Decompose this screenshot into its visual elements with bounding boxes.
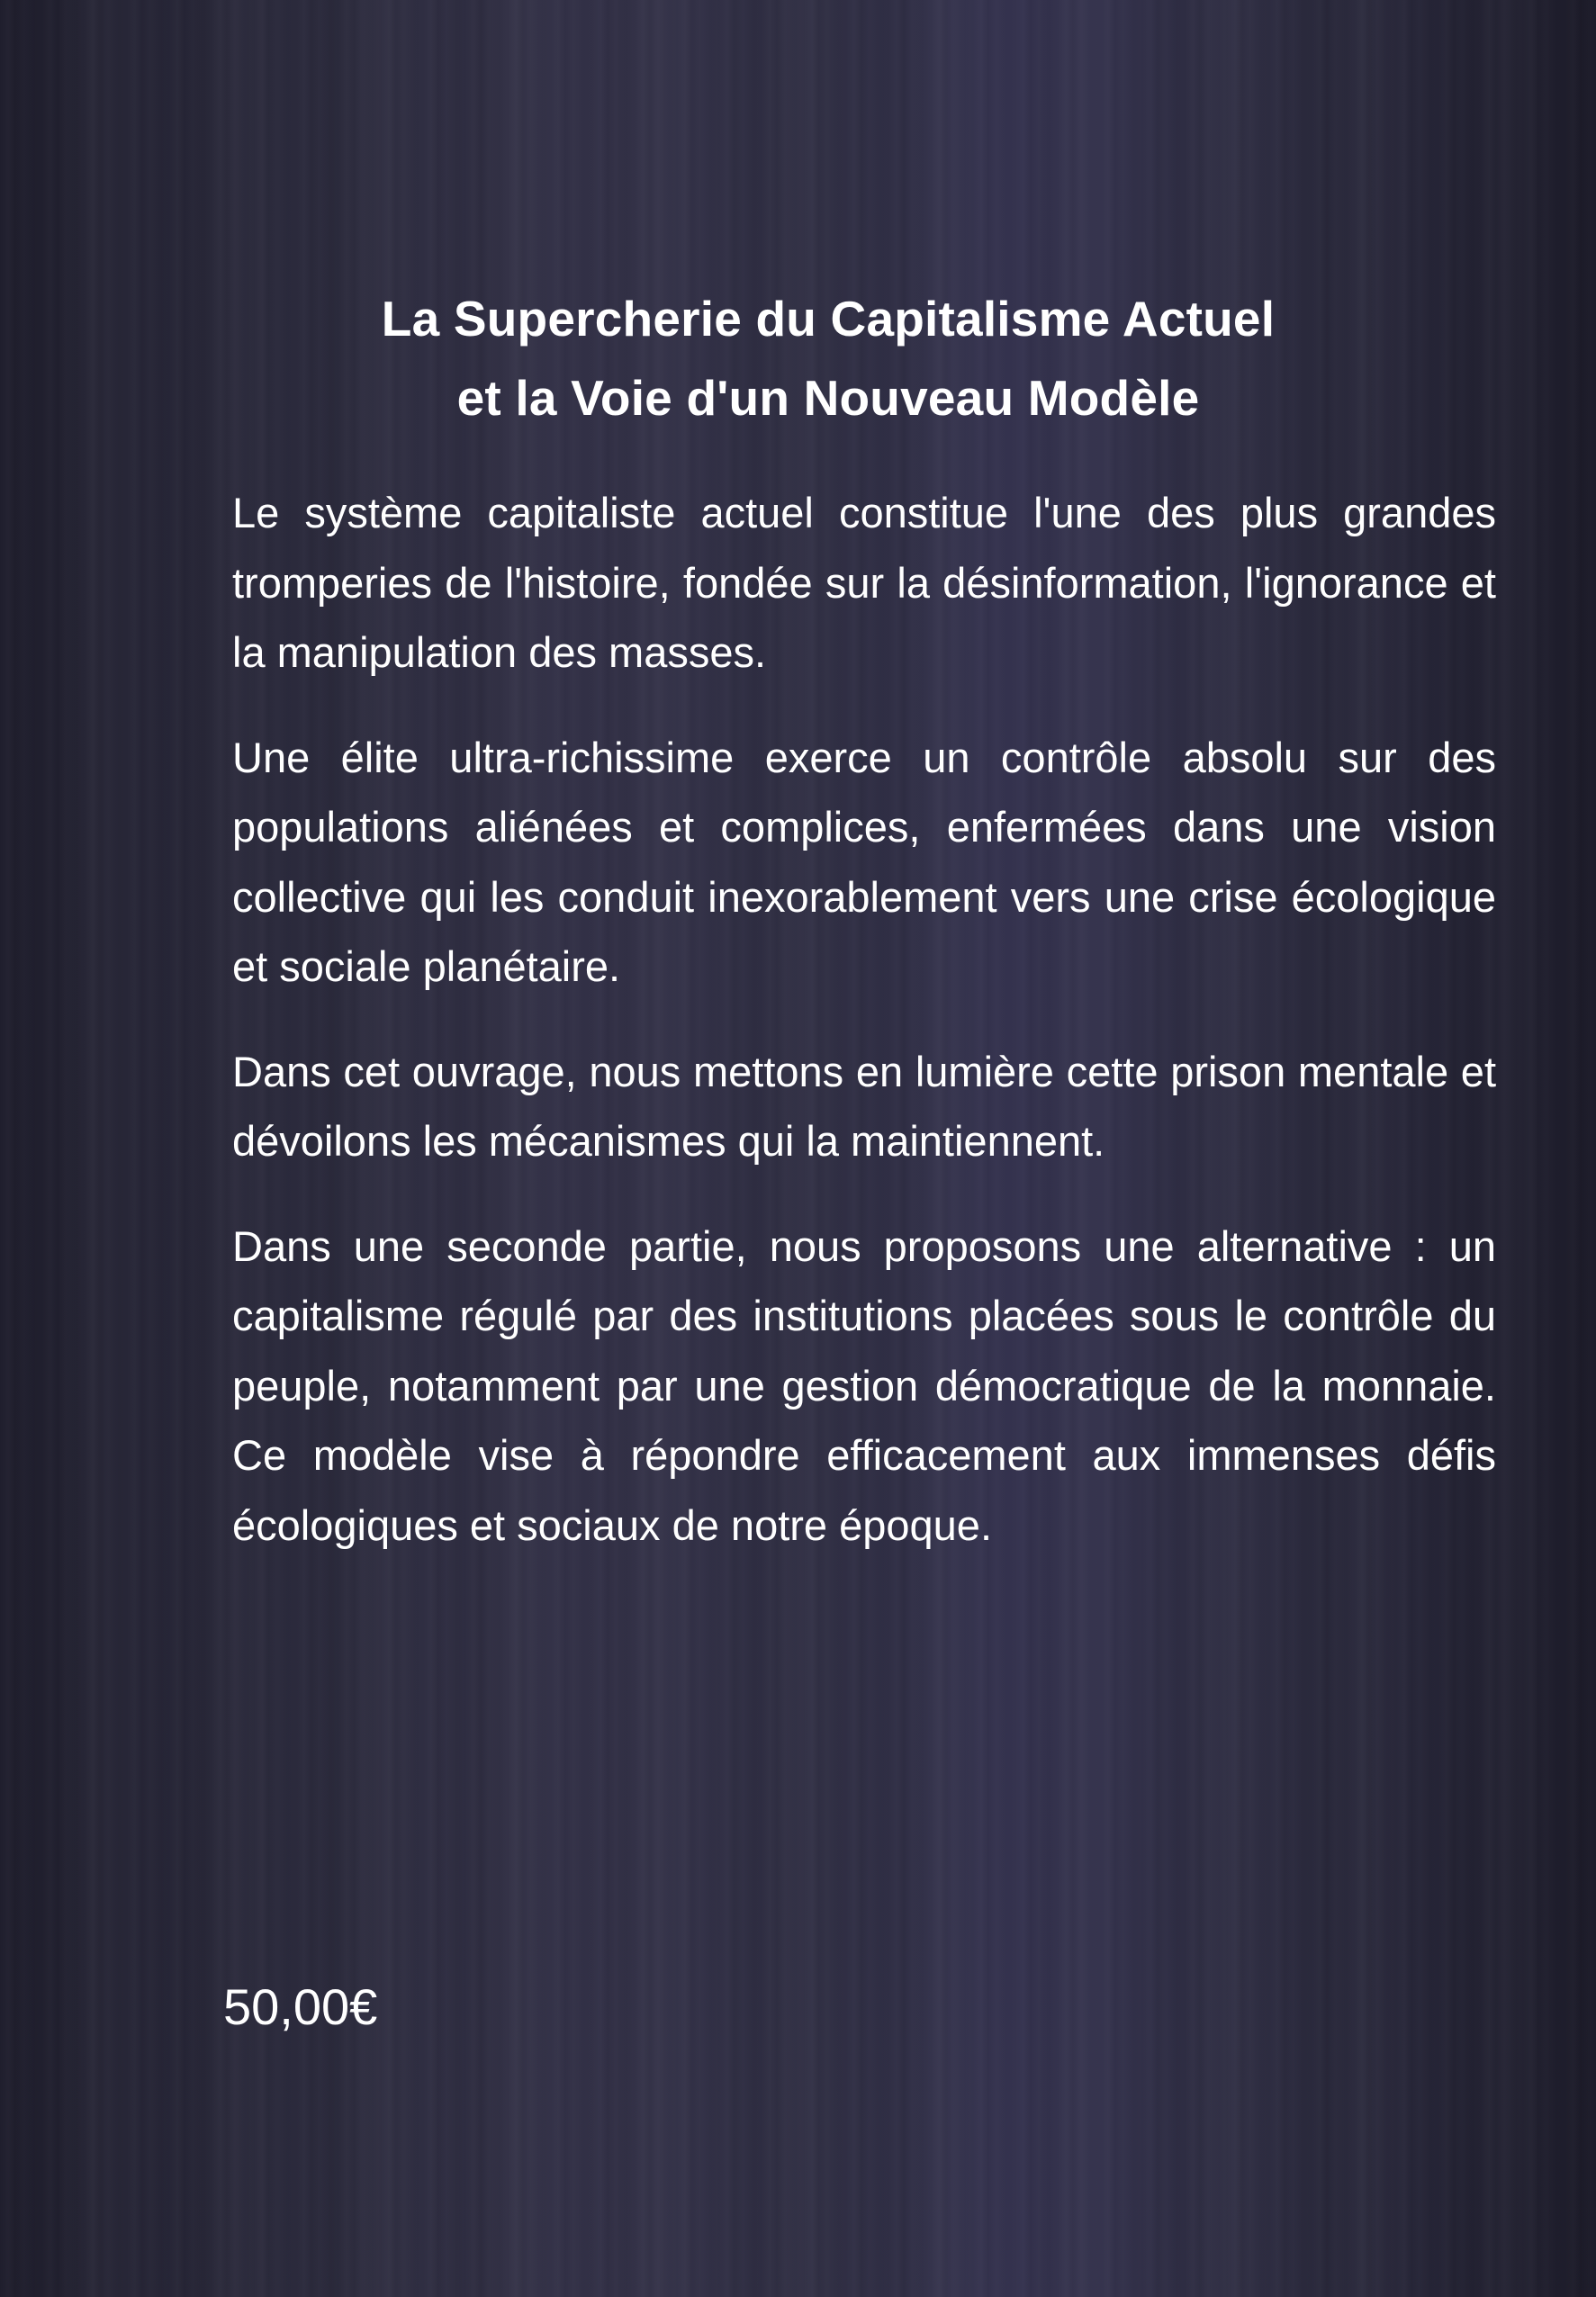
blurb-paragraph-3: Dans cet ouvrage, nous mettons en lumière cette prison mentale et dévoilons les mécanismes qui la maintiennent.: [232, 1047, 1496, 1165]
blurb: [232, 478, 1496, 1595]
price-label: 50,00€: [223, 1978, 378, 2035]
blurb-paragraph-2: Une élite ultra-richissime exerce un contrôle absolu sur des populations aliénées et complices, enfermées dans une vision collective qui les conduit inexorablement vers une crise écologique et sociale planétaire.: [232, 733, 1496, 990]
book-title-line-1: La Supercherie du Capitalisme Actuel: [381, 291, 1276, 347]
blurb-paragraph-4: Dans une seconde partie, nous proposons une alternative : un capitalisme régulé par des institutions placées sous le contrôle du peuple, notamment par une gestion démocratique de la monnaie. Ce modèle vise à répondre efficacement aux immenses défis écologiques et sociaux de notre époque.: [232, 1221, 1496, 1549]
book-title-line-2: et la Voie d'un Nouveau Modèle: [456, 370, 1200, 426]
book-title: [234, 279, 1422, 437]
blurb-paragraph-1: Le système capitaliste actuel constitue l'une des plus grandes tromperies de l'histoire, fondée sur la désinformation, l'ignorance et la manipulation des masses.: [232, 489, 1496, 676]
